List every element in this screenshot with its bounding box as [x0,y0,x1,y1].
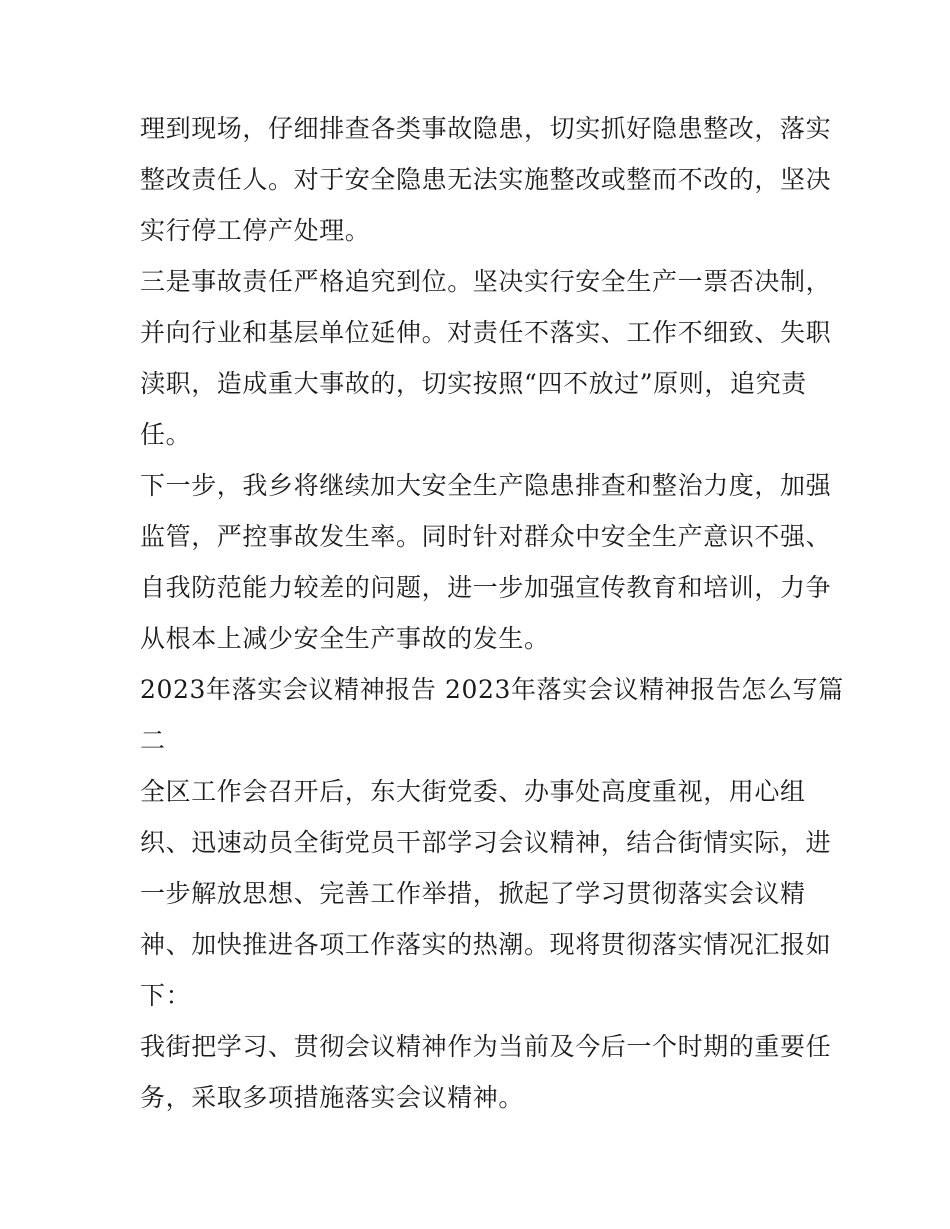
text-line: 神、加快推进各项工作落实的热潮。现将贯彻落实情况汇报如 [140,930,832,959]
text-line: 实行停工停产处理。 [140,216,371,245]
text-line: 一步解放思想、完善工作举措，掀起了学习贯彻落实会议精 [140,879,806,908]
text-line: 理到现场，仔细排查各类事故隐患，切实抓好隐患整改，落实 [140,114,832,143]
text-line: 务，采取多项措施落实会议精神。 [140,1083,525,1112]
text-line: 监管，严控事故发生率。同时针对群众中安全生产意识不强、 [140,522,832,551]
text-line: 并向行业和基层单位延伸。对责任不落实、工作不细致、失职 [140,318,832,347]
text-line: 任。 [140,420,192,449]
section-heading-line: 二 [140,726,166,755]
text-line: 三是事故责任严格追究到位。坚决实行安全生产一票否决制， [140,267,832,296]
text-line: 整改责任人。对于安全隐患无法实施整改或整而不改的，坚决 [140,165,832,194]
text-line: 渎职，造成重大事故的，切实按照“四不放过”原则，追究责 [140,369,807,398]
text-line: 织、迅速动员全街党员干部学习会议精神，结合街情实际，进 [140,828,832,857]
text-line: 自我防范能力较差的问题，进一步加强宣传教育和培训，力争 [140,573,832,602]
text-line: 从根本上减少安全生产事故的发生。 [140,624,550,653]
text-line: 下： [140,981,192,1010]
section-heading-line: 2023年落实会议精神报告 2023年落实会议精神报告怎么写篇 [140,675,844,704]
document-body [140,103,844,1123]
text-line: 全区工作会召开后，东大街党委、办事处高度重视，用心组 [140,777,806,806]
text-line: 我街把学习、贯彻会议精神作为当前及今后一个时期的重要任 [140,1032,832,1061]
text-line: 下一步，我乡将继续加大安全生产隐患排查和整治力度，加强 [140,471,832,500]
